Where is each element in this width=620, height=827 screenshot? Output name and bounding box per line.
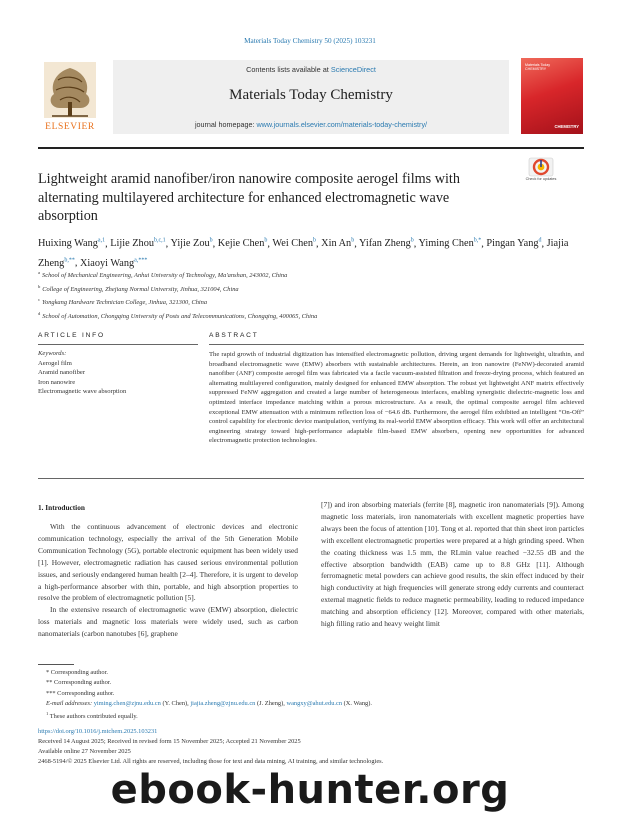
paragraph: [7]) and iron absorbing materials (ferrite [8], magnetic iron nanomaterials [9]). Among magnetic loss materials, iron nanomaterials with excellent magnetic properties have always been the focus of attention [10]. Tong et al. reported that thin sheet iron particles with excellent electromagnetic properties were prepared at a high grinding speed. When the coating thickness was 1.5 mm, the RLmin value reached −32.55 dB and the effective absorption bandwidth (EAB) came up to 8.8 GHz [11]. Although ferromagnetic metal powders can achieve good results, the skin effect induced by their high conductivity at high frequencies will generate strong eddy currents and counteract external magnetic fields to reduce magnetic permeability, leading to reduced impedance matching and absorption efficiency [12]. Moreover, compared with other materials, high filling ratio and heavy weight limit [321, 500, 584, 629]
cover-word: CHEMISTRY [554, 124, 579, 129]
homepage-line [113, 120, 509, 129]
journal-banner [113, 60, 509, 134]
homepage-prefix: journal homepage: [194, 120, 257, 129]
author[interactable]: Lijie Zhou$^{b,c,1}$ [110, 238, 166, 250]
author[interactable]: Pingan Yang$^d$ [486, 238, 542, 250]
keyword: Electromagnetic wave absorption [38, 388, 127, 396]
footnotes [38, 668, 584, 723]
journal-homepage-link[interactable]: www.journals.elsevier.com/materials-today-chemistry/ [256, 120, 428, 129]
contents-line [113, 65, 509, 74]
email-owner: (X. Wang). [343, 699, 372, 707]
body-column-right [321, 499, 584, 630]
email-link[interactable]: yiming.chen@zjnu.edu.cn [93, 699, 161, 707]
copyright: 2468-5194/© 2025 Elsevier Ltd. All rights are reserved, including those for text and data mining, AI training, and similar technologies. [38, 758, 384, 765]
abstract-heading: ABSTRACT [209, 332, 259, 339]
received-dates: Received 14 August 2025; Received in revised form 15 November 2025; Accepted 21 November 2025 [38, 738, 301, 745]
email-owner: (J. Zheng), [256, 699, 285, 707]
email-link[interactable]: wangxy@ahut.edu.cn [286, 699, 343, 707]
corresponding-author-note: ** Corresponding author. [46, 679, 112, 687]
publisher-wordmark: ELSEVIER [45, 122, 95, 132]
abstract-rule [209, 344, 584, 345]
abstract-text: The rapid growth of industrial digitization has intensified electromagnetic pollution, driving urgent demands for lightweight, ultrathin, and broadband electromagnetic wave (EMW) absorbers with sustainable architectures. Herein, an iron nanowire (FeNW)-decorated aramid nanofiber (ANF) composite aerogel film was fabricated via a facile vacuum-assisted filtration and freeze-drying process, which featured an alternating multilayered configuration, mainly designed for enhanced EMW absorption. The robust yet lightweight ANF matrix effectively suppressed FeNW aggregation and created a large number of heterogeneous interfaces, enabling synergistic dielectric-magnetic loss and optimized interface impedance matching within a porous microstructure. As a result, the optimal composite aerogel film achieved exceptional EMW attenuation with a minimum reflection loss of −64.6 dB. Furthermore, the aerogel film exhibited an intelligent “On-Off” control capability for electronic device manipulation, verifying its real-world EMW absorption efficacy. This work will offer an architectural engineering strategy toward high-performance adaptable film-based EMW absorbers, opening new opportunities for advanced electromagnetic protection technologies. [209, 351, 584, 445]
check-updates-icon [528, 157, 554, 177]
author[interactable]: Xiaoyi Wang$^{a,***}$ [79, 257, 148, 269]
check-for-updates-badge[interactable] [525, 157, 557, 185]
author[interactable]: Jiajia Zheng$^{b,**}$ [38, 238, 569, 269]
email-link[interactable]: jiajia.zheng@zjnu.edu.cn [190, 699, 256, 707]
publication-info [38, 727, 584, 767]
affiliations [38, 268, 584, 322]
keyword: Iron nanowire [38, 378, 76, 386]
check-updates-label: Check for updates [525, 177, 557, 181]
cover-title: Materials Today CHEMISTRY [525, 63, 551, 72]
contents-prefix: Contents lists available at [246, 65, 331, 74]
front-matter-rule [38, 478, 584, 479]
journal-title: Materials Today Chemistry [229, 87, 393, 103]
corresponding-author-note: *** Corresponding author. [46, 689, 115, 697]
author[interactable]: Xin An$^b$ [321, 238, 355, 250]
journal-cover-image[interactable] [521, 58, 583, 134]
author[interactable]: Huixing Wang$^{a,1}$ [38, 238, 106, 250]
author[interactable]: Kejie Chen$^b$ [217, 238, 268, 250]
email-addresses [38, 699, 584, 709]
journal-citation[interactable]: Materials Today Chemistry 50 (2025) 103231 [244, 37, 376, 45]
introduction-heading: 1. Introduction [38, 503, 85, 512]
author[interactable]: Yifan Zheng$^b$ [359, 238, 414, 250]
affiliation: $^c$ Yongkang Hardware Technician College, Jinhua, 321300, China [38, 297, 208, 307]
affiliation: $^a$ School of Mechanical Engineering, Anhui University of Technology, Ma'anshan, 243002, China [38, 270, 288, 280]
sciencedirect-link[interactable]: ScienceDirect [330, 65, 376, 74]
online-date: Available online 27 November 2025 [38, 748, 131, 755]
author[interactable]: Wei Chen$^b$ [272, 238, 317, 250]
paper-title: Lightweight aramid nanofiber/iron nanowire composite aerogel films with alternating multilayered architecture for enhanced electromagnetic wave absorption [38, 171, 460, 224]
body-column-left [38, 521, 298, 640]
author[interactable]: Yijie Zou$^b$ [170, 238, 213, 250]
author-list: Huixing Wang$^{a,1}$, Lijie Zhou$^{b,c,1}$, Yijie Zou$^b$, Kejie Chen$^b$, Wei Chen$^b$, Xin An$^b$, Yifan Zheng$^b$, Yiming Chen$^{b,*}$, Pingan Yang$^d$, Jiajia Zheng$^{b,**}$, Xiaoyi Wang$^{a,***}$ [38, 238, 569, 269]
footnote-rule [38, 664, 74, 665]
keywords-label: Keywords: [38, 350, 67, 357]
article-info-rule [38, 344, 198, 345]
keyword: Aerogel film [38, 359, 72, 367]
header-rule [38, 147, 584, 149]
email-owner: (Y. Chen), [162, 699, 189, 707]
affiliation: $^b$ College of Engineering, Zhejiang Normal University, Jinhua, 321004, China [38, 283, 239, 293]
email-label: E-mail addresses: [46, 699, 93, 707]
paragraph: With the continuous advancement of electronic devices and electronic communication technology, especially the arrival of the 5th Generation Mobile Communication Technology (5G), portable electronic equipment has been widely used [1]. However, electromagnetic radiation has caused serious environmental pollution issues, and seriously endangered human health [2–4]. Therefore, it is urgent to develop a high-performance absorber with thin, portable, and high absorption properties to resolve the problem of electromagnetic pollution [5]. [38, 522, 298, 603]
keywords-block [38, 349, 198, 397]
equal-contribution-note: $^1$ These authors contributed equally. [46, 711, 138, 721]
author[interactable]: Yiming Chen$^{b,*}$ [418, 238, 482, 250]
masthead [38, 58, 584, 142]
article-info-heading: ARTICLE INFO [38, 332, 105, 339]
affiliation: $^d$ School of Automation, Chongqing University of Posts and Telecommunications, Chongqing, 400065, China [38, 310, 318, 320]
paragraph: In the extensive research of electromagnetic wave (EMW) absorption, dielectric loss materials and magnetic loss materials were widely used, such as carbon nanomaterials (carbon nanotubes [6], graphene [38, 605, 298, 639]
doi-link[interactable]: https://doi.org/10.1016/j.mtchem.2025.103231 [38, 728, 158, 735]
watermark: ebook-hunter.org [110, 767, 510, 813]
keyword: Aramid nanofiber [38, 369, 86, 377]
corresponding-author-note: * Corresponding author. [46, 669, 108, 676]
